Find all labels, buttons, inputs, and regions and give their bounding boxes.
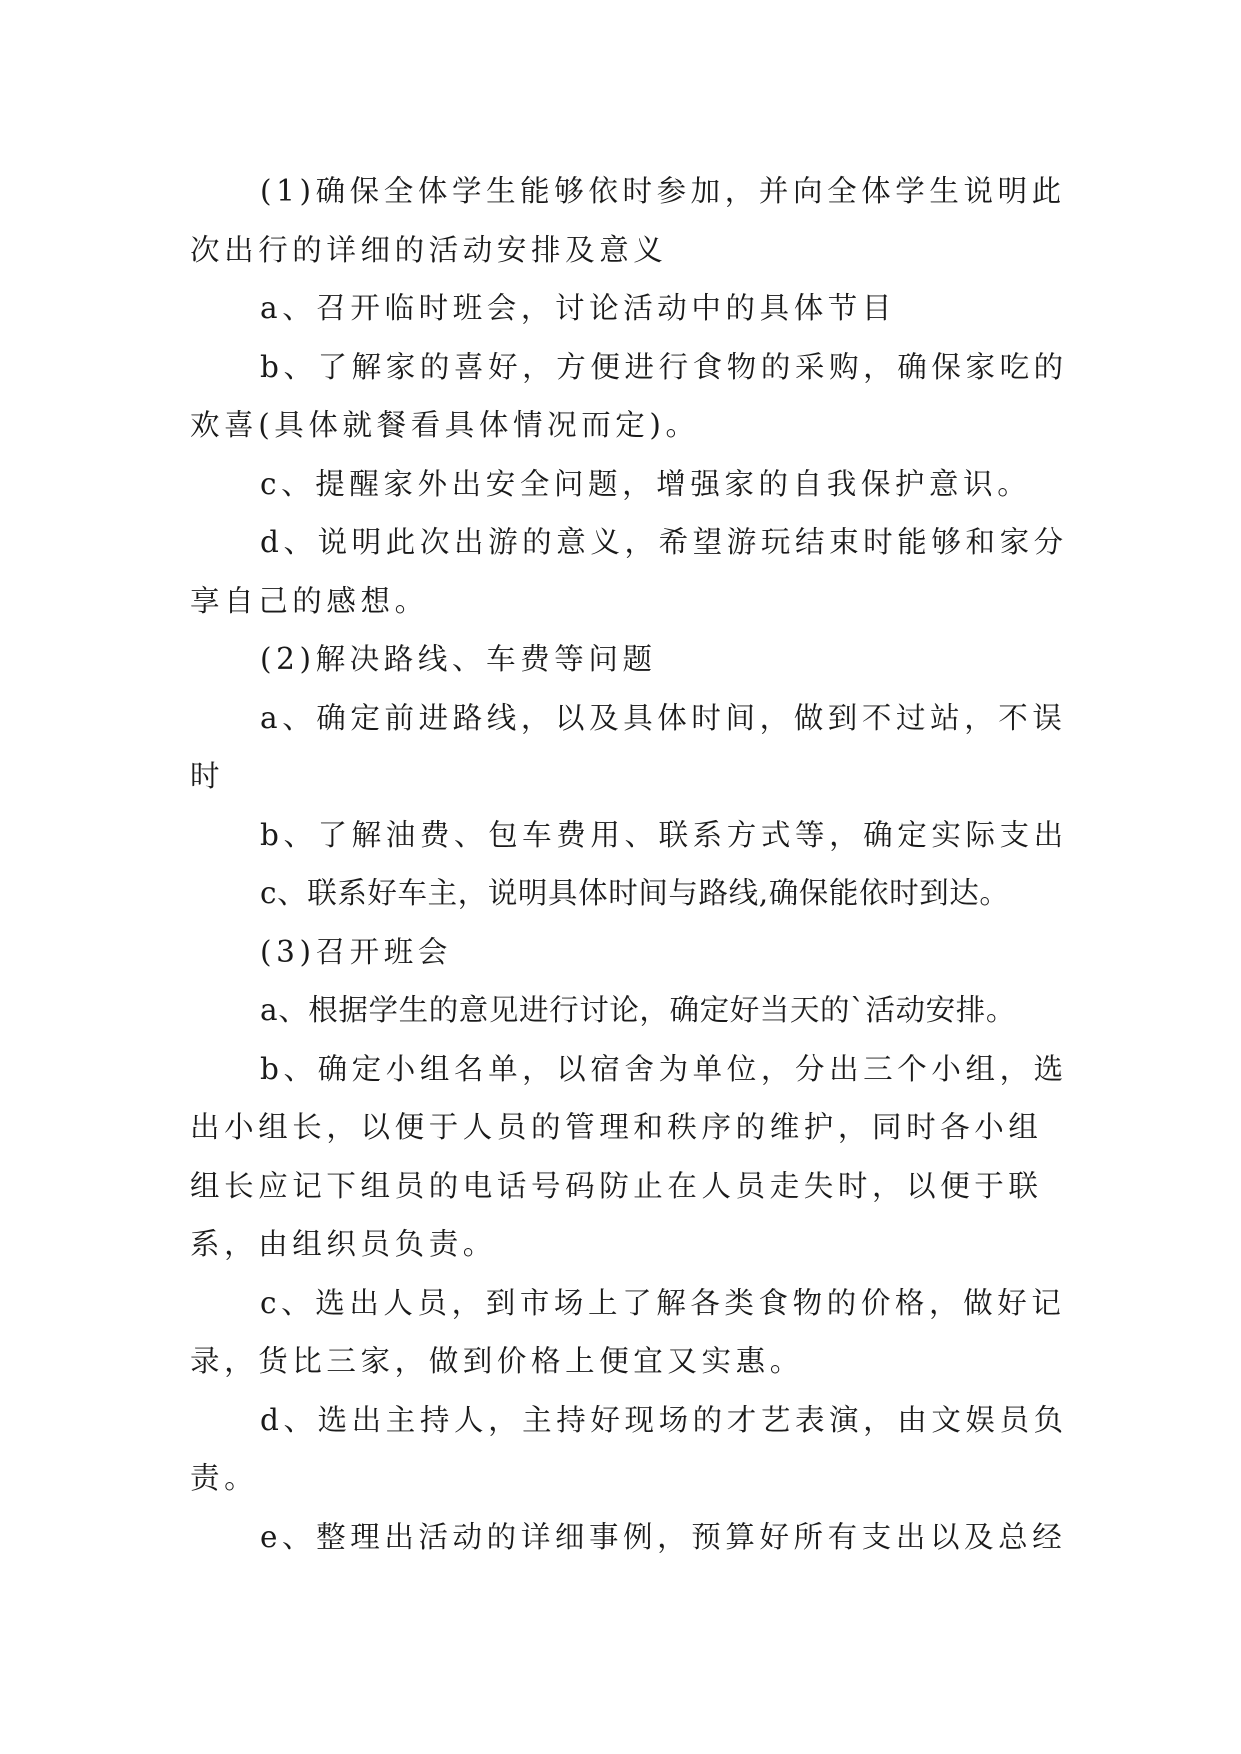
paragraph-14: d、选出主持人，主持好现场的才艺表演，由文娱员负责。 [190,1402,1068,1495]
paragraph-4: c、提醒家外出安全问题，增强家的自我保护意识。 [260,466,1032,501]
paragraph-5: d、说明此次出游的意义，希望游玩结束时能够和家分享自己的感想。 [190,525,1068,618]
paragraph-10: (3)召开班会 [260,934,452,969]
paragraph-7: a、确定前进路线，以及具体时间，做到不过站，不误时 [190,700,1067,793]
paragraph-3: b、了解家的喜好，方便进行食物的采购，确保家吃的欢喜(具体就餐看具体情况而定)。 [190,349,1068,442]
paragraph-11: a、根据学生的意见进行讨论，确定好当天的`活动安排。 [260,993,1016,1027]
paragraph-13: c、选出人员，到市场上了解各类食物的价格，做好记录，货比三家，做到价格上便宜又实惠。 [190,1285,1066,1378]
paragraph-1: (1)确保全体学生能够依时参加，并向全体学生说明此次出行的详细的活动安排及意义 [190,174,1066,267]
paragraph-15: e、整理出活动的详细事例，预算好所有支出以及总经 [260,1519,1067,1554]
paragraph-8: b、了解油费、包车费用、联系方式等，确定实际支出 [260,817,1068,852]
paragraph-9: c、联系好车主，说明具体时间与路线,确保能依时到达。 [260,876,1010,910]
document-body [190,162,1070,1566]
paragraph-6: (2)解决路线、车费等问题 [260,642,657,676]
paragraph-12: b、确定小组名单，以宿舍为单位，分出三个小组，选出小组长，以便于人员的管理和秩序的维护，同时各小组组长应记下组员的电话号码防止在人员走失时，以便于联系，由组织员负责。 [190,1051,1068,1261]
paragraph-2: a、召开临时班会，讨论活动中的具体节目 [260,291,896,325]
